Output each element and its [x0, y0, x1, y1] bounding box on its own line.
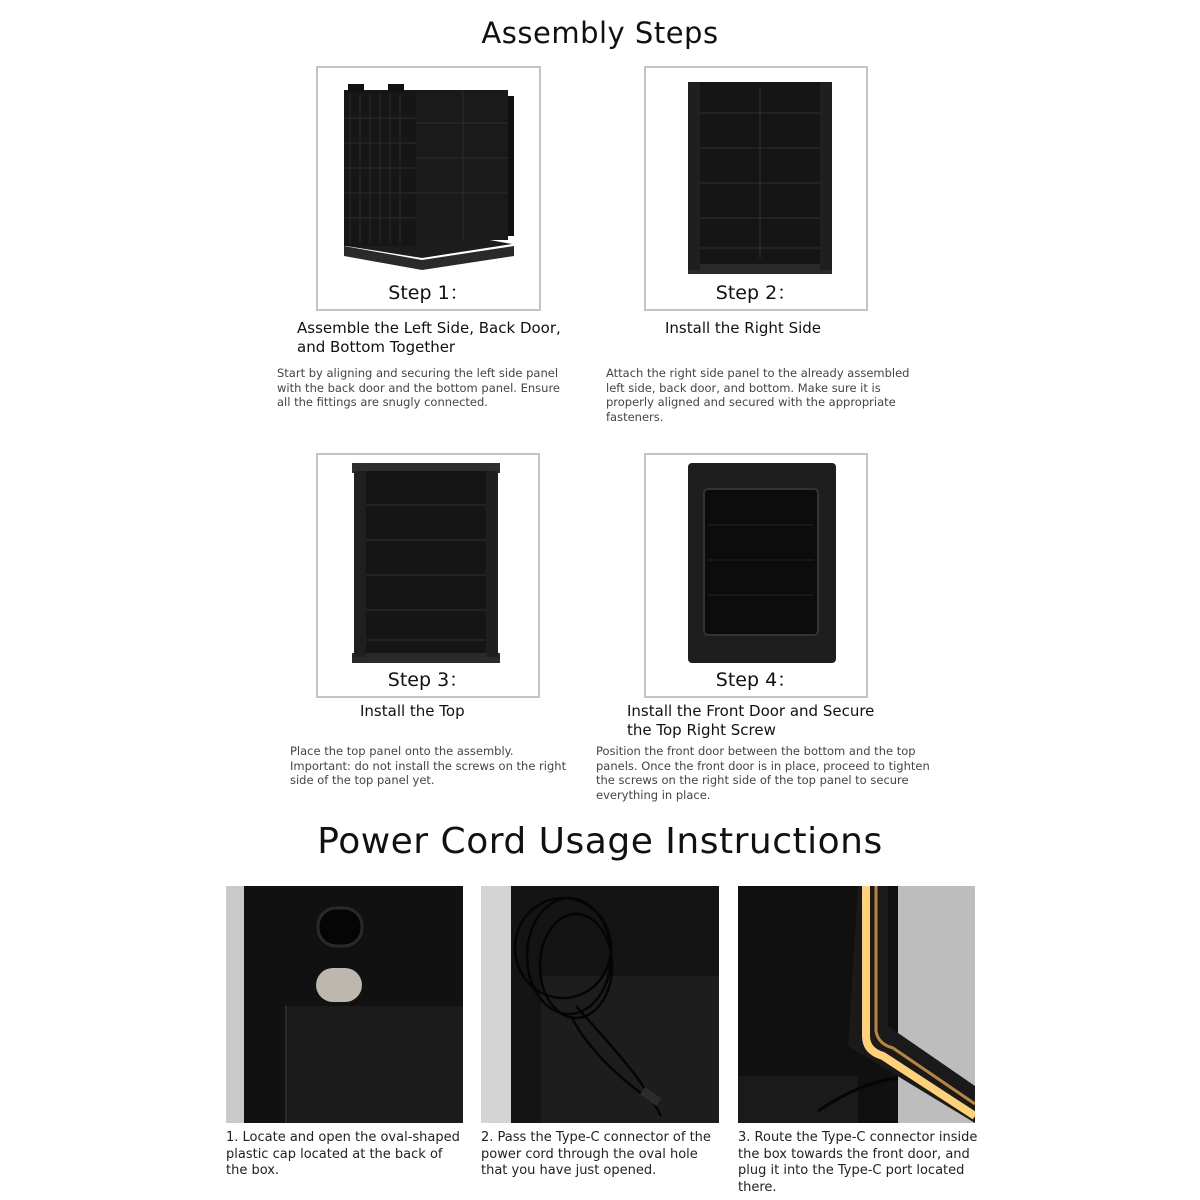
- power-step-2-caption: 2. Pass the Type-C connector of the power cord through the oval hole that you have just opened.: [481, 1130, 711, 1178]
- assembly-title: Assembly Steps: [481, 16, 719, 50]
- step-1-card: [316, 66, 541, 311]
- step-1-title: Assemble the Left Side, Back Door, and Bottom Together: [297, 319, 561, 356]
- step-4-image: [646, 455, 866, 670]
- power-step-1-image: [226, 886, 463, 1123]
- step-1-description: Start by aligning and securing the left side panel with the back door and the bottom panel. Ensure all the fittings are snugly connected.: [277, 366, 560, 409]
- step-2-card: [644, 66, 868, 311]
- step-3-card: [316, 453, 540, 698]
- power-step-1-caption: 1. Locate and open the oval-shaped plastic cap located at the back of the box.: [226, 1130, 460, 1178]
- step-2-description: Attach the right side panel to the already assembled left side, back door, and bottom. Make sure it is properly aligned and secured with the appropriate fasteners.: [606, 366, 910, 424]
- step-4-description: Position the front door between the bottom and the top panels. Once the front door is in place, proceed to tighten the screws on the right side of the top panel to secure everything in place.: [596, 744, 930, 802]
- step-4-card: [644, 453, 868, 698]
- power-step-2-image: [481, 886, 719, 1123]
- step-2-title: Install the Right Side: [665, 319, 822, 337]
- step-3-label: Step 3：: [387, 669, 469, 691]
- step-1-image: [318, 68, 539, 278]
- step-3-description: Place the top panel onto the assembly. Important: do not install the screws on the right side of the top panel yet.: [290, 744, 567, 787]
- step-4-title: Install the Front Door and Secure the Top Right Screw: [627, 702, 875, 739]
- power-step-3-caption: 3. Route the Type-C connector inside the box towards the front door, and plug it into the Type-C port located there.: [738, 1130, 978, 1195]
- step-3-title: Install the Top: [360, 702, 465, 720]
- step-3-image: [318, 455, 538, 670]
- step-2-image: [646, 68, 866, 278]
- step-4-label: Step 4：: [715, 669, 797, 691]
- step-2-label: Step 2：: [715, 282, 797, 304]
- power-title: Power Cord Usage Instructions: [317, 821, 883, 862]
- power-step-3-image: [738, 886, 975, 1123]
- step-1-label: Step 1：: [388, 282, 469, 304]
